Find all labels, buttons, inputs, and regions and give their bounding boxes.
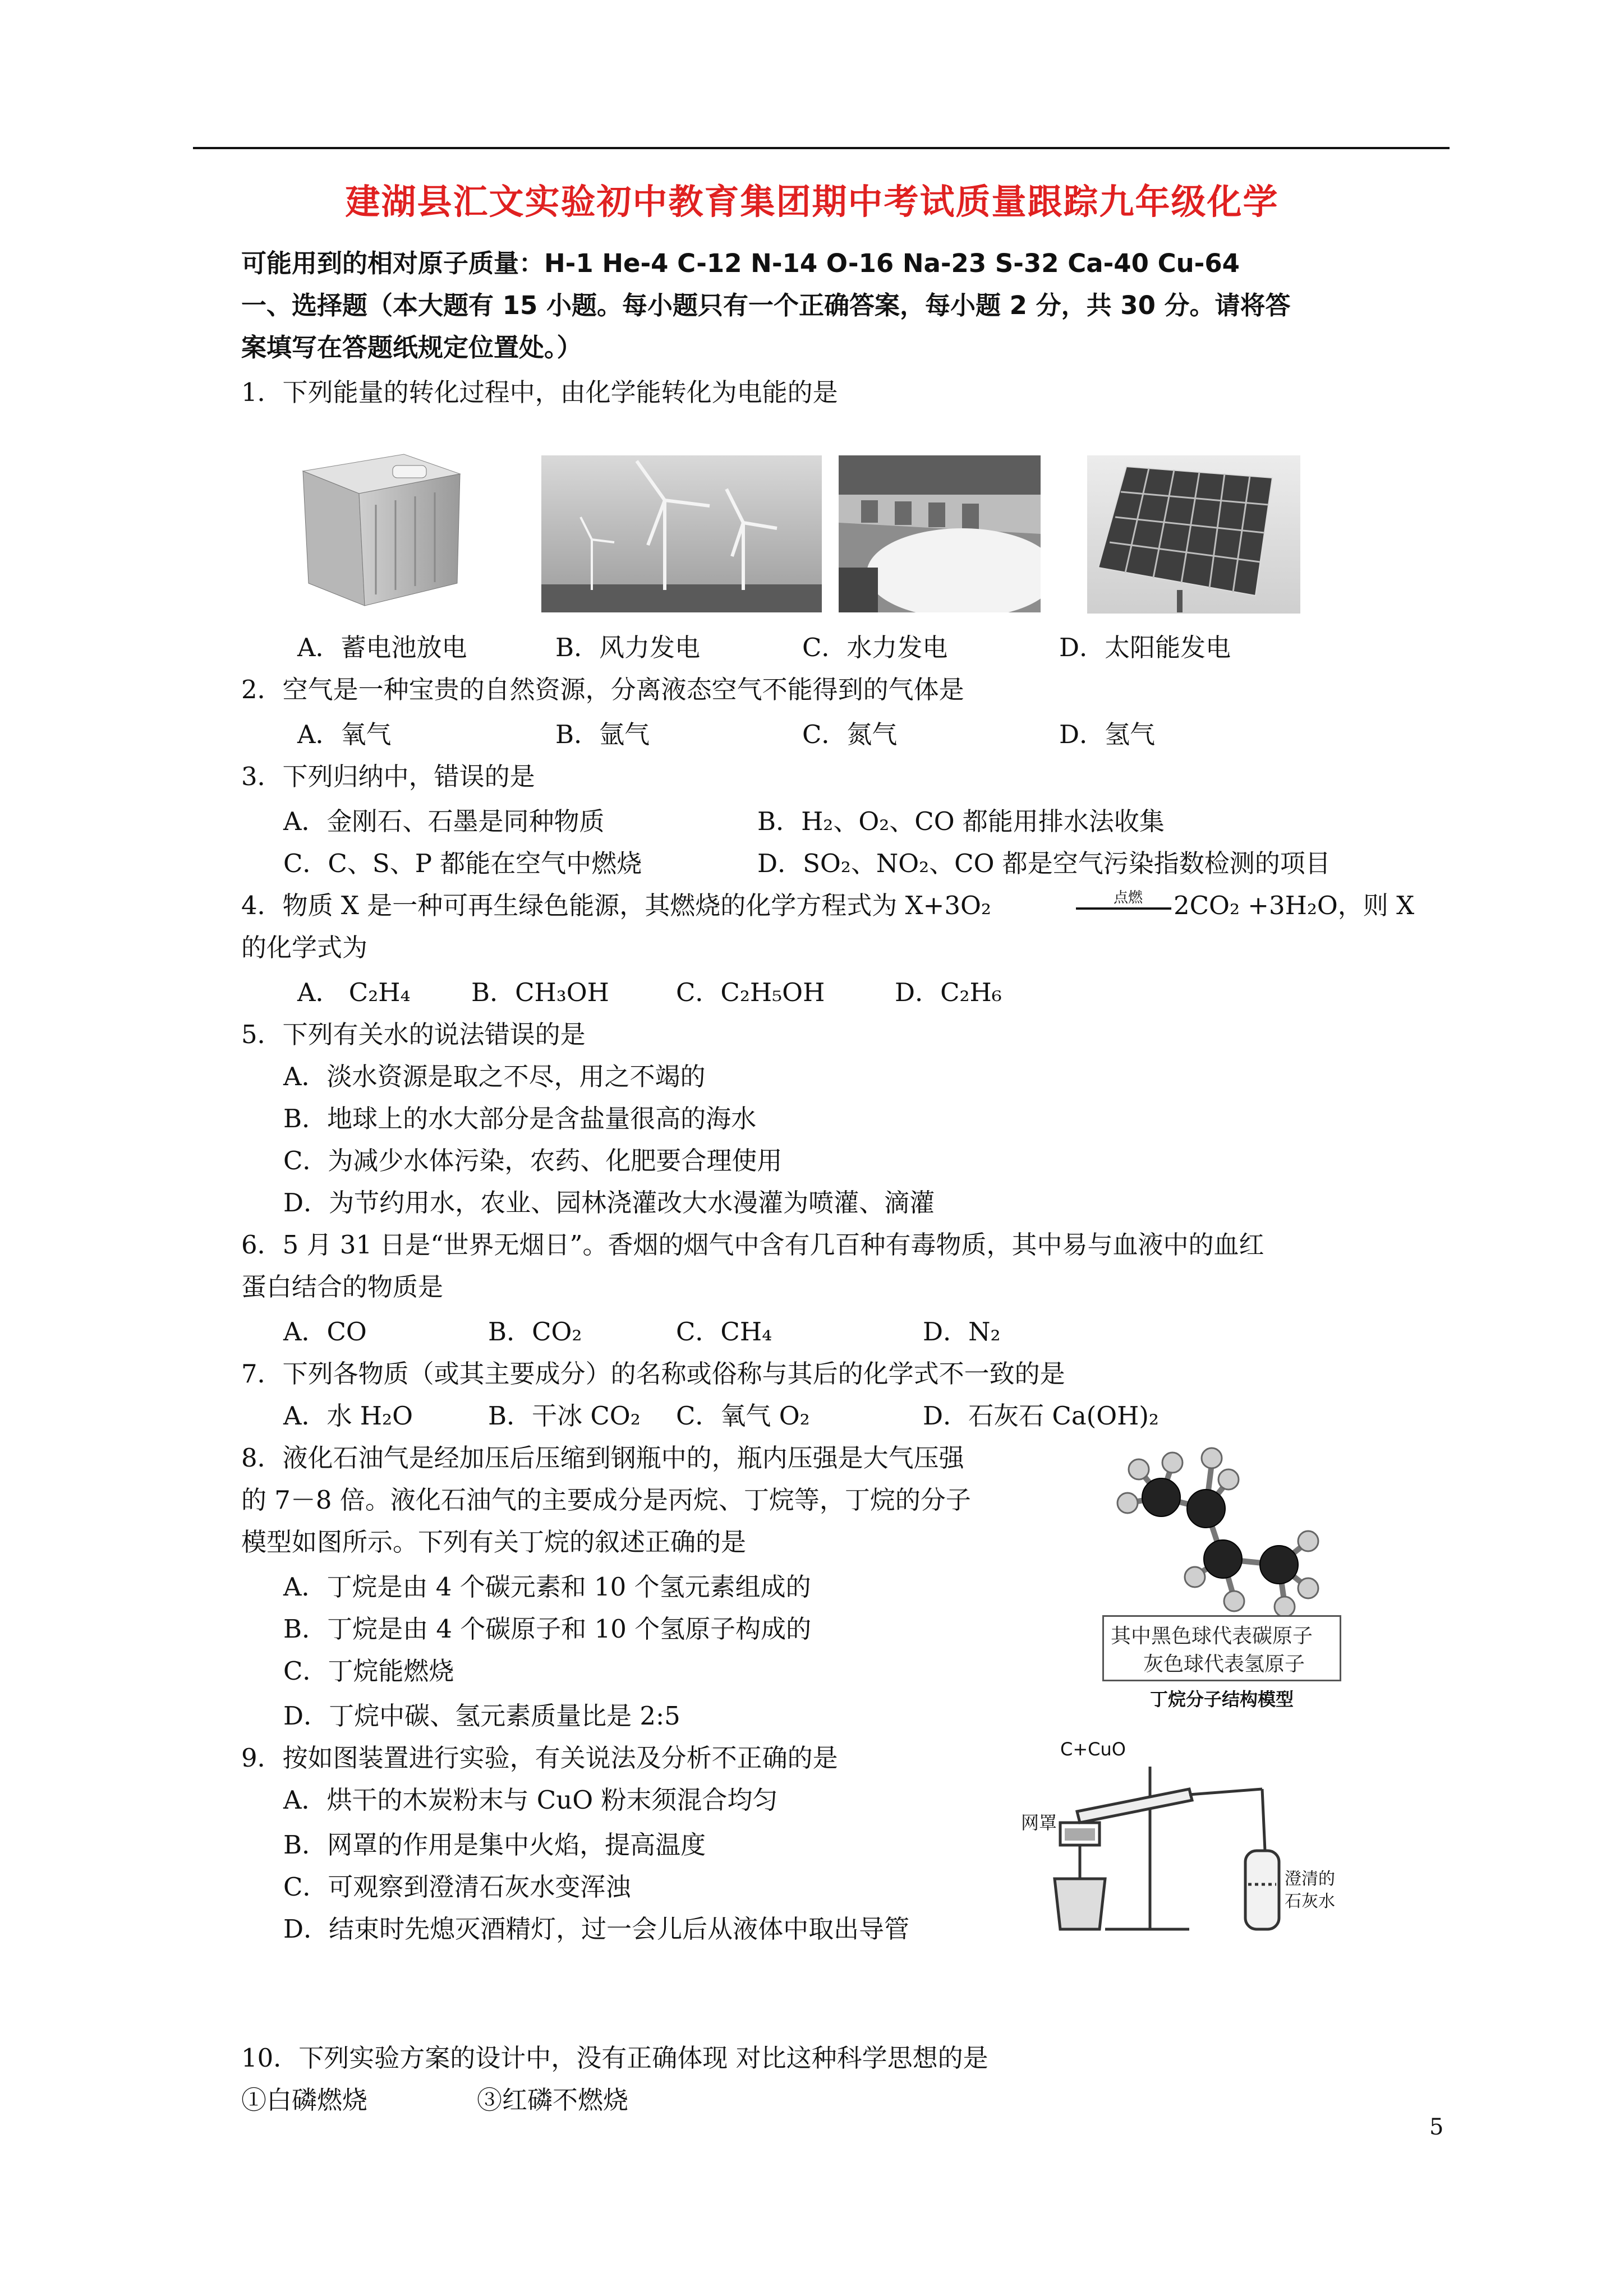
solar-panel-image xyxy=(1087,455,1300,614)
q3-option-a: A．金刚石、石墨是同种物质 xyxy=(283,806,605,836)
q3-option-c: C．C、S、P 都能在空气中燃烧 xyxy=(283,849,642,878)
q9-option-d: D．结束时先熄灭酒精灯，过一会儿后从液体中取出导管 xyxy=(283,1914,910,1944)
q6-stem-line2: 蛋白结合的物质是 xyxy=(241,1272,444,1302)
q7-option-d: D．石灰石 Ca(OH)₂ xyxy=(923,1401,1159,1431)
carbon-reduction-apparatus xyxy=(1021,1739,1335,1940)
page-title: 建湖县汇文实验初中教育集团期中考试质量跟踪九年级化学 xyxy=(345,181,1279,222)
q9-option-a: A．烘干的木炭粉末与 CuO 粉末须混合均匀 xyxy=(283,1785,778,1815)
q1-option-b: B．风力发电 xyxy=(555,633,701,662)
q5-option-d: D．为节约用水，农业、园林浇灌改大水漫灌为喷灌、滴灌 xyxy=(283,1188,935,1218)
q10-stem: 10．下列实验方案的设计中，没有正确体现 对比这种科学思想的是 xyxy=(241,2043,988,2073)
label-limewater-line2: 石灰水 xyxy=(1285,1892,1335,1911)
q7-option-c: C．氧气 O₂ xyxy=(676,1401,810,1431)
q3-option-b: B．H₂、O₂、CO 都能用排水法收集 xyxy=(757,806,1165,836)
q4-option-c: C．C₂H₅OH xyxy=(676,978,825,1007)
q1-option-d: D．太阳能发电 xyxy=(1059,633,1231,662)
q5-option-b: B．地球上的水大部分是含盐量很高的海水 xyxy=(283,1104,757,1133)
q6-option-b: B．CO₂ xyxy=(488,1317,582,1347)
q5-stem: 5．下列有关水的说法错误的是 xyxy=(241,1020,586,1049)
q9-stem: 9．按如图装置进行实验，有关说法及分析不正确的是 xyxy=(241,1743,838,1773)
q2-option-a: A．氧气 xyxy=(297,720,392,749)
q4-stem-part3: 的化学式为 xyxy=(241,933,368,962)
page-number: 5 xyxy=(1429,2114,1444,2140)
q6-option-c: C．CH₄ xyxy=(676,1317,772,1347)
q1-option-a: A．蓄电池放电 xyxy=(297,633,467,662)
q4-reaction-condition: 点燃 xyxy=(1114,889,1143,906)
q10-item-1: ①白磷燃烧 xyxy=(241,2085,368,2115)
q8-stem-line1: 8．液化石油气是经加压后压缩到钢瓶中的，瓶内压强是大气压强 xyxy=(241,1443,964,1473)
q4-option-a: A． C₂H₄ xyxy=(297,978,411,1007)
q8-option-a: A．丁烷是由 4 个碳元素和 10 个氢元素组成的 xyxy=(283,1572,811,1602)
atomic-masses: 可能用到的相对原子质量：H-1 He-4 C-12 N-14 O-16 Na-23 S-32 Ca-40 Cu-64 xyxy=(241,248,1240,278)
q3-stem: 3．下列归纳中，错误的是 xyxy=(241,762,535,791)
q7-option-a: A．水 H₂O xyxy=(283,1401,413,1431)
q8-option-b: B．丁烷是由 4 个碳原子和 10 个氢原子构成的 xyxy=(283,1614,812,1644)
q10-item-3: ③红磷不燃烧 xyxy=(477,2085,629,2115)
section-heading-line1: 一、选择题（本大题有 15 小题。每小题只有一个正确答案，每小题 2 分，共 30 分。请将答 xyxy=(241,291,1291,320)
q5-option-a: A．淡水资源是取之不尽，用之不竭的 xyxy=(283,1062,706,1091)
q1-stem: 1．下列能量的转化过程中，由化学能转化为电能的是 xyxy=(241,377,838,407)
butane-legend-box xyxy=(1102,1615,1341,1681)
top-rule xyxy=(193,147,1450,149)
q6-option-d: D．N₂ xyxy=(923,1317,1001,1347)
q8-option-d: D．丁烷中碳、氢元素质量比是 2:5 xyxy=(283,1701,680,1731)
q4-option-b: B．CH₃OH xyxy=(471,978,609,1007)
butane-model-caption: 丁烷分子结构模型 xyxy=(1150,1689,1294,1710)
q2-stem: 2．空气是一种宝贵的自然资源，分离液态空气不能得到的气体是 xyxy=(241,675,964,704)
q8-option-c: C．丁烷能燃烧 xyxy=(283,1656,454,1686)
battery-image xyxy=(297,443,466,611)
q4-option-d: D．C₂H₆ xyxy=(895,978,1002,1007)
q7-stem: 7．下列各物质（或其主要成分）的名称或俗称与其后的化学式不一致的是 xyxy=(241,1359,1065,1389)
q8-stem-line2: 的 7－8 倍。液化石油气的主要成分是丙烷、丁烷等，丁烷的分子 xyxy=(241,1485,971,1515)
q2-option-b: B．氩气 xyxy=(555,720,650,749)
q6-stem-line1: 6．5 月 31 日是“世界无烟日”。香烟的烟气中含有几百种有毒物质，其中易与血液中的血红 xyxy=(241,1230,1264,1260)
q8-stem-line3: 模型如图所示。下列有关丁烷的叙述正确的是 xyxy=(241,1527,747,1557)
q4-reaction-arrow xyxy=(1076,907,1171,910)
label-limewater-line1: 澄清的 xyxy=(1285,1869,1335,1889)
q4-stem-part1: 4．物质 X 是一种可再生绿色能源，其燃烧的化学方程式为 X+3O₂ xyxy=(241,891,991,920)
q4-stem-part2: 2CO₂ +3H₂O，则 X xyxy=(1174,891,1415,920)
q9-option-b: B．网罩的作用是集中火焰，提高温度 xyxy=(283,1830,706,1860)
q9-option-c: C．可观察到澄清石灰水变浑浊 xyxy=(283,1872,631,1902)
hydropower-dam-image xyxy=(839,455,1041,612)
q3-option-d: D．SO₂、NO₂、CO 都是空气污染指数检测的项目 xyxy=(757,849,1331,878)
q6-option-a: A．CO xyxy=(283,1317,367,1347)
section-heading-line2: 案填写在答题纸规定位置处。） xyxy=(241,333,582,362)
q7-option-b: B．干冰 CO₂ xyxy=(488,1401,641,1431)
q1-option-c: C．水力发电 xyxy=(802,633,948,662)
wind-turbine-image xyxy=(541,455,822,612)
butane-molecule-model xyxy=(1116,1436,1341,1621)
q2-option-c: C．氮气 xyxy=(802,720,898,749)
q5-option-c: C．为减少水体污染，农药、化肥要合理使用 xyxy=(283,1146,783,1175)
butane-legend-line1: 其中黑色球代表碳原子 xyxy=(1111,1625,1313,1648)
butane-legend-line2: 灰色球代表氢原子 xyxy=(1143,1653,1305,1676)
label-reactants: C+CuO xyxy=(1060,1739,1126,1760)
label-gauze: 网罩 xyxy=(1021,1812,1057,1833)
q2-option-d: D．氢气 xyxy=(1059,720,1156,749)
